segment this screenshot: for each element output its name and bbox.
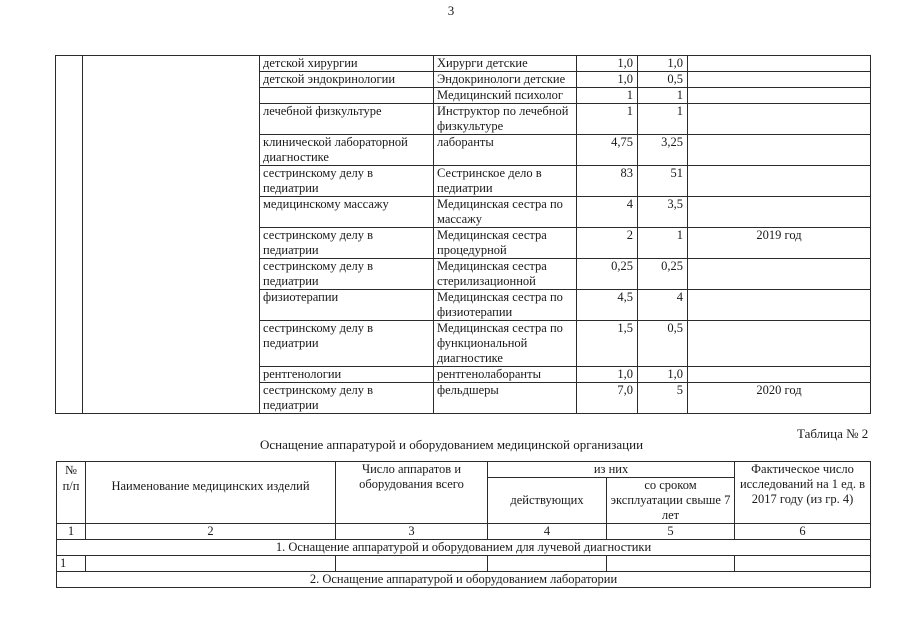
col-number: 5	[607, 524, 735, 540]
year-cell	[688, 72, 871, 88]
value-cell: 1	[638, 104, 688, 135]
column-numbers-row	[57, 524, 871, 540]
empty-cell	[336, 556, 488, 572]
year-cell	[688, 135, 871, 166]
value-cell: 1	[638, 88, 688, 104]
header-actual: Фактическое число исследований на 1 ед. в 2017 году (из гр. 4)	[735, 462, 871, 524]
value-cell: 51	[638, 166, 688, 197]
empty-cell	[86, 556, 336, 572]
specialty-cell: сестринскому делу в педиатрии	[260, 321, 434, 367]
value-cell: 2	[577, 228, 638, 259]
page-number: 3	[447, 3, 455, 18]
header-num: № п/п	[57, 462, 86, 524]
empty-cell	[607, 556, 735, 572]
specialty-cell: лечебной физкультуре	[260, 104, 434, 135]
year-cell	[688, 321, 871, 367]
table-label: Таблица № 2	[797, 426, 869, 441]
value-cell: 1	[577, 88, 638, 104]
col-number: 2	[86, 524, 336, 540]
col-number: 3	[336, 524, 488, 540]
value-cell: 1,0	[577, 72, 638, 88]
specialty-cell: физиотерапии	[260, 290, 434, 321]
value-cell: 3,25	[638, 135, 688, 166]
header-old: со сроком эксплуатации свыше 7 лет	[607, 478, 735, 524]
col-number: 1	[57, 524, 86, 540]
year-cell	[688, 56, 871, 72]
year-cell	[688, 104, 871, 135]
value-cell: 4,5	[577, 290, 638, 321]
value-cell: 0,5	[638, 72, 688, 88]
header-of-them: из них	[488, 462, 735, 478]
specialty-cell	[260, 88, 434, 104]
table-row	[57, 556, 871, 572]
value-cell: 7,0	[577, 383, 638, 414]
position-cell: Хирурги детские	[434, 56, 577, 72]
table-title: Оснащение аппаратурой и оборудованием медицинской организации	[259, 437, 644, 452]
position-cell: Медицинская сестра по физиотерапии	[434, 290, 577, 321]
specialty-cell: рентгенологии	[260, 367, 434, 383]
year-cell: 2019 год	[688, 228, 871, 259]
specialty-cell: детской эндокринологии	[260, 72, 434, 88]
position-cell: Медицинская сестра стерилизационной	[434, 259, 577, 290]
value-cell: 1,0	[638, 367, 688, 383]
col-number: 4	[488, 524, 607, 540]
position-cell: Медицинская сестра по функциональной диагностике	[434, 321, 577, 367]
position-cell: Медицинский психолог	[434, 88, 577, 104]
value-cell: 1,0	[577, 56, 638, 72]
position-cell: Медицинская сестра по массажу	[434, 197, 577, 228]
value-cell: 1	[638, 228, 688, 259]
value-cell: 3,5	[638, 197, 688, 228]
value-cell: 0,25	[577, 259, 638, 290]
empty-cell	[488, 556, 607, 572]
value-cell: 4	[638, 290, 688, 321]
section-heading: 1. Оснащение аппаратурой и оборудованием для лучевой диагностики	[57, 540, 871, 556]
position-cell: Сестринское дело в педиатрии	[434, 166, 577, 197]
value-cell: 0,5	[638, 321, 688, 367]
year-cell	[688, 259, 871, 290]
first-empty-column	[56, 56, 83, 414]
specialty-cell: сестринскому делу в педиатрии	[260, 259, 434, 290]
position-cell: Эндокринологи детские	[434, 72, 577, 88]
specialty-cell: детской хирургии	[260, 56, 434, 72]
year-cell	[688, 367, 871, 383]
year-cell	[688, 166, 871, 197]
header-count: Число аппаратов и оборудования всего	[336, 462, 488, 524]
value-cell: 5	[638, 383, 688, 414]
value-cell: 1,5	[577, 321, 638, 367]
specialty-cell: сестринскому делу в педиатрии	[260, 166, 434, 197]
staffing-table	[55, 55, 871, 414]
value-cell: 4	[577, 197, 638, 228]
specialty-cell: клинической лабораторной диагностике	[260, 135, 434, 166]
value-cell: 1,0	[638, 56, 688, 72]
year-cell	[688, 290, 871, 321]
position-cell: Инструктор по лечебной физкультуре	[434, 104, 577, 135]
row-number: 1	[57, 556, 86, 572]
specialty-cell: сестринскому делу в педиатрии	[260, 383, 434, 414]
value-cell: 1,0	[577, 367, 638, 383]
position-cell: фельдшеры	[434, 383, 577, 414]
value-cell: 4,75	[577, 135, 638, 166]
col-number: 6	[735, 524, 871, 540]
year-cell	[688, 197, 871, 228]
section-heading: 2. Оснащение аппаратурой и оборудованием лаборатории	[57, 572, 871, 588]
year-cell	[688, 88, 871, 104]
position-cell: Медицинская сестра процедурной	[434, 228, 577, 259]
value-cell: 83	[577, 166, 638, 197]
header-active: действующих	[488, 478, 607, 524]
second-empty-column	[83, 56, 260, 414]
table-row	[56, 56, 871, 72]
specialty-cell: медицинскому массажу	[260, 197, 434, 228]
specialty-cell: сестринскому делу в педиатрии	[260, 228, 434, 259]
value-cell: 1	[577, 104, 638, 135]
equipment-table	[56, 461, 871, 588]
position-cell: рентгенолаборанты	[434, 367, 577, 383]
year-cell: 2020 год	[688, 383, 871, 414]
position-cell: лаборанты	[434, 135, 577, 166]
empty-cell	[735, 556, 871, 572]
header-name: Наименование медицинских изделий	[86, 462, 336, 524]
value-cell: 0,25	[638, 259, 688, 290]
